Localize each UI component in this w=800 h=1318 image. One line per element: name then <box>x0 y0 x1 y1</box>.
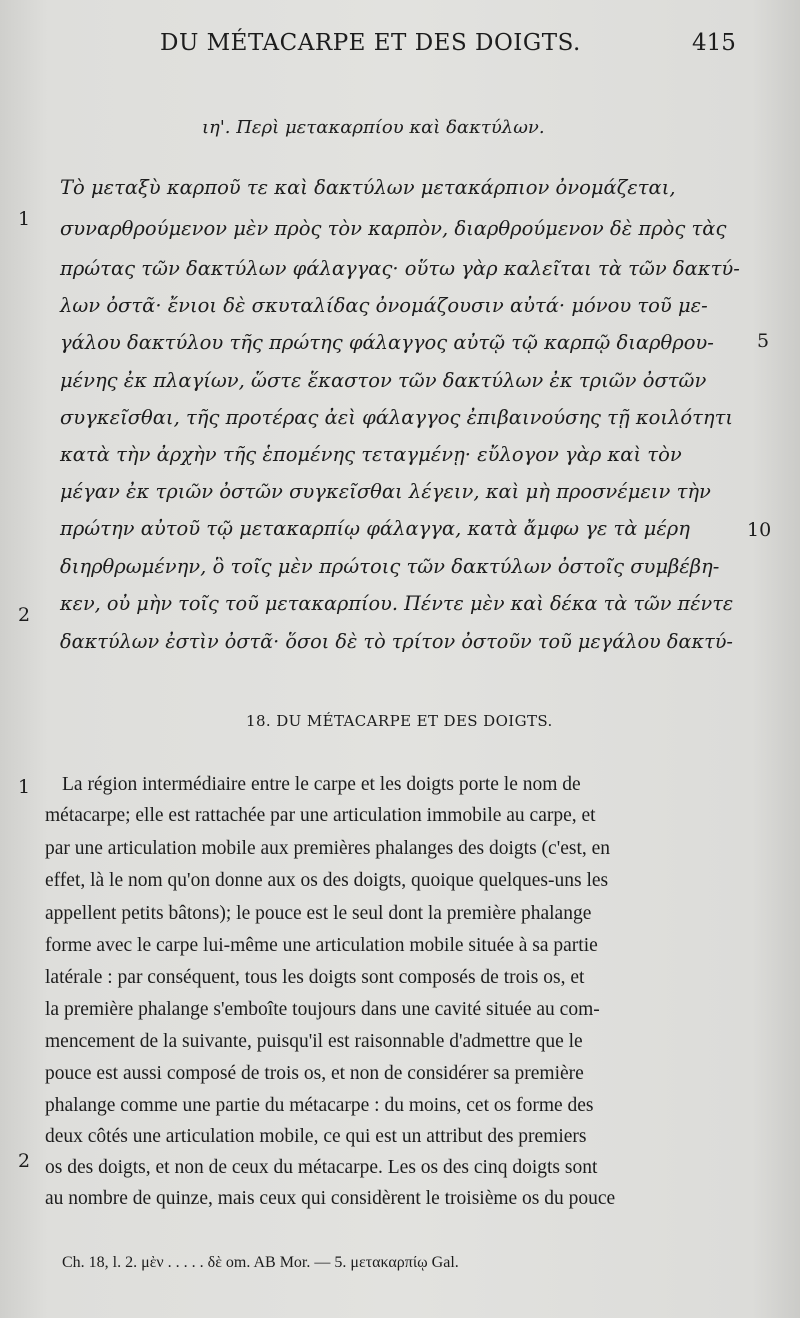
french-line: La région intermédiaire entre le carpe et les doigts porte le nom de <box>62 774 581 795</box>
greek-line: συγκεῖσθαι, τῆς προτέρας ἀεὶ φάλαγγος ἐπιβαινούσης τῇ κοιλότητι <box>60 406 734 429</box>
greek-line: πρώτην αὐτοῦ τῷ μετακαρπίῳ φάλαγγα, κατὰ ἄμφω γε τὰ μέρη <box>60 517 690 540</box>
french-margin-note-1: 1 <box>18 776 31 798</box>
page-number: 415 <box>692 30 736 56</box>
greek-line: δακτύλων ἐστὶν ὀστᾶ· ὅσοι δὲ τὸ τρίτον ὀστοῦν τοῦ μεγάλου δακτύ- <box>60 630 733 653</box>
footnote: Ch. 18, l. 2. μὲν . . . . . δὲ om. AB Mor. — 5. μετακαρπίῳ Gal. <box>62 1254 459 1271</box>
french-line: phalange comme une partie du métacarpe : du moins, cet os forme des <box>45 1095 594 1116</box>
french-line: forme avec le carpe lui-même une articulation mobile située à sa partie <box>45 935 598 956</box>
french-line: par une articulation mobile aux premières phalanges des doigts (c'est, en <box>45 838 611 859</box>
french-line: effet, là le nom qu'on donne aux os des doigts, quoique quelques-uns les <box>45 870 609 891</box>
french-line: deux côtés une articulation mobile, ce qui est un attribut des premiers <box>45 1126 587 1147</box>
greek-margin-note-1: 1 <box>18 208 31 230</box>
greek-line-number-5: 5 <box>757 330 770 352</box>
french-line: appellent petits bâtons); le pouce est le seul dont la première phalange <box>45 903 592 924</box>
greek-line: λων ὀστᾶ· ἔνιοι δὲ σκυταλίδας ὀνομάζουσιν αὐτά· μόνου τοῦ με- <box>60 294 708 317</box>
greek-line: γάλου δακτύλου τῆς πρώτης φάλαγγος αὐτῷ τῷ καρπῷ διαρθρου- <box>60 331 714 354</box>
greek-line: συναρθρούμενον μὲν πρὸς τὸν καρπὸν, διαρθρούμενον δὲ πρὸς τὰς <box>60 217 727 240</box>
greek-line: διηρθρωμένην, ὃ τοῖς μὲν πρώτοις τῶν δακτύλων ὀστοῖς συμβέβη- <box>60 555 720 578</box>
french-line: latérale : par conséquent, tous les doigts sont composés de trois os, et <box>45 967 585 988</box>
greek-margin-note-2: 2 <box>18 604 31 626</box>
running-title: DU MÉTACARPE ET DES DOIGTS. <box>160 30 581 56</box>
french-chapter-heading: 18. DU MÉTACARPE ET DES DOIGTS. <box>246 712 553 730</box>
greek-line: πρώτας τῶν δακτύλων φάλαγγας· οὕτω γὰρ καλεῖται τὰ τῶν δακτύ- <box>60 257 740 280</box>
french-line: os des doigts, et non de ceux du métacarpe. Les os des cinq doigts sont <box>45 1157 598 1178</box>
greek-chapter-heading: ιη'. Περὶ μετακαρπίου καὶ δακτύλων. <box>202 117 545 138</box>
greek-line: Τὸ μεταξὺ καρποῦ τε καὶ δακτύλων μετακάρπιον ὀνομάζεται, <box>60 176 676 199</box>
greek-line: μέγαν ἐκ τριῶν ὀστῶν συγκεῖσθαι λέγειν, καὶ μὴ προσνέμειν τὴν <box>60 480 711 503</box>
french-line: mencement de la suivante, puisqu'il est raisonnable d'admettre que le <box>45 1031 583 1052</box>
french-line: pouce est aussi composé de trois os, et non de considérer sa première <box>45 1063 584 1084</box>
french-line: métacarpe; elle est rattachée par une articulation immobile au carpe, et <box>45 805 596 826</box>
greek-line: κατὰ τὴν ἀρχὴν τῆς ἑπομένης τεταγμένῃ· εὔλογον γὰρ καὶ τὸν <box>60 443 682 466</box>
french-line: la première phalange s'emboîte toujours dans une cavité située au com- <box>45 999 600 1020</box>
greek-line-number-10: 10 <box>747 519 772 541</box>
greek-line: μένης ἐκ πλαγίων, ὥστε ἕκαστον τῶν δακτύλων ἐκ τριῶν ὀστῶν <box>60 369 707 392</box>
french-line: au nombre de quinze, mais ceux qui considèrent le troisième os du pouce <box>45 1188 616 1209</box>
french-margin-note-2: 2 <box>18 1150 31 1172</box>
greek-line: κεν, οὐ μὴν τοῖς τοῦ μετακαρπίου. Πέντε μὲν καὶ δέκα τὰ τῶν πέντε <box>60 592 734 615</box>
